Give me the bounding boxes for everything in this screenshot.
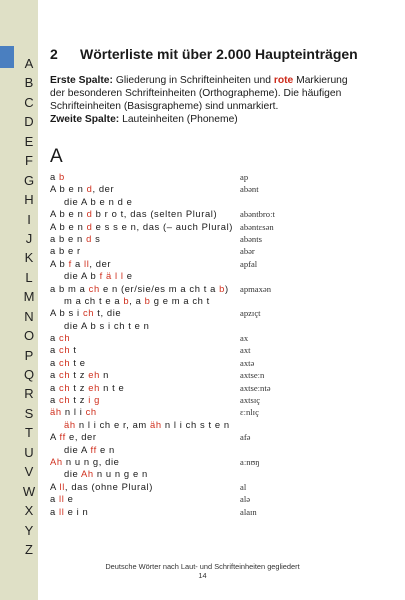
word-graphemes xyxy=(50,245,81,256)
word-graphemes xyxy=(50,394,100,405)
orthographeme: äh xyxy=(150,418,162,430)
basisgrapheme: die xyxy=(64,468,81,480)
second-column-label: Zweite Spalte: xyxy=(50,114,120,125)
basisgrapheme: , der xyxy=(92,183,115,195)
word-graphemes xyxy=(64,320,149,331)
basisgrapheme: die A b xyxy=(64,270,100,282)
alphabet-letter[interactable]: Q xyxy=(23,367,35,382)
word-graphemes xyxy=(64,196,132,207)
phoneme-transcription: axt xyxy=(240,345,251,356)
word-entry-row xyxy=(50,406,395,418)
footer-title: Deutsche Wörter nach Laut- und Schrifteinheiten gegliedert xyxy=(105,562,300,571)
orthographeme: ch xyxy=(59,344,71,356)
basisgrapheme: n l i xyxy=(61,406,86,418)
orthographeme: ch xyxy=(59,356,71,368)
word-graphemes xyxy=(50,456,119,467)
word-entry-row xyxy=(50,456,395,468)
phoneme-transcription: apzɪçt xyxy=(240,308,261,319)
page-number: 14 xyxy=(198,571,207,580)
orthographeme: ll xyxy=(59,480,65,492)
word-graphemes xyxy=(50,369,109,380)
phoneme-transcription: axtsɪç xyxy=(240,395,261,406)
intro-line-3: Schrifteinheiten (Basisgrapheme) sind unmarkiert. xyxy=(50,101,279,112)
word-entry-row xyxy=(50,431,395,443)
word-entry-row xyxy=(50,283,395,295)
alphabet-letter[interactable]: F xyxy=(25,153,33,169)
phoneme-transcription: axtseːn xyxy=(240,370,265,381)
word-form-row xyxy=(50,419,395,431)
word-entry-row xyxy=(50,394,395,406)
basisgrapheme: , a xyxy=(129,294,145,306)
basisgrapheme: A xyxy=(50,480,60,492)
word-entry-row xyxy=(50,208,395,220)
orthographeme: d xyxy=(86,232,92,244)
orthographeme: ch xyxy=(59,332,71,344)
word-entry-row xyxy=(50,245,395,257)
orthographeme: d xyxy=(86,208,93,220)
word-graphemes xyxy=(50,431,97,442)
orthographeme: d xyxy=(86,183,93,195)
word-list xyxy=(50,171,395,518)
word-form-row xyxy=(50,320,395,332)
alphabet-letter[interactable]: K xyxy=(24,250,34,266)
orthographeme: Ah xyxy=(50,455,63,467)
word-graphemes xyxy=(64,295,210,306)
orthographeme: eh xyxy=(88,381,100,393)
basisgrapheme: s xyxy=(91,232,101,244)
alphabet-letter[interactable]: W xyxy=(22,483,36,499)
orthographeme: f ä l l xyxy=(99,270,124,282)
orthographeme: ll xyxy=(59,505,65,517)
alphabet-index xyxy=(22,54,36,559)
phoneme-transcription: aːnʊŋ xyxy=(240,456,260,467)
basisgrapheme: n l i ch e r, am xyxy=(75,418,151,430)
word-form-row xyxy=(50,444,395,456)
orthographeme: ff xyxy=(59,431,66,443)
basisgrapheme: a xyxy=(50,394,60,406)
basisgrapheme: e xyxy=(64,493,74,505)
orthographeme: ff xyxy=(90,443,97,455)
phoneme-transcription: abəntbroːt xyxy=(240,209,275,220)
basisgrapheme: A xyxy=(50,431,60,443)
word-entry-row xyxy=(50,506,395,518)
word-entry-row xyxy=(50,307,395,319)
word-form-row xyxy=(50,196,395,208)
word-graphemes xyxy=(50,307,121,318)
page-footer xyxy=(50,562,355,580)
word-graphemes xyxy=(50,283,229,294)
basisgrapheme: e n xyxy=(96,443,115,455)
first-column-label: Erste Spalte: xyxy=(50,75,113,86)
basisgrapheme: die A b e n d e xyxy=(64,195,133,207)
intro-text-4: Lauteinheiten (Phoneme) xyxy=(119,114,238,125)
basisgrapheme: n l i ch s t e n xyxy=(161,418,230,430)
basisgrapheme: e s s e n, das (– auch Plural) xyxy=(92,220,233,232)
word-entry-row xyxy=(50,171,395,183)
basisgrapheme: a b e r xyxy=(50,245,81,257)
orthographeme: ch xyxy=(59,369,71,381)
basisgrapheme: t z xyxy=(70,394,89,406)
phoneme-transcription: afə xyxy=(240,432,251,443)
word-graphemes xyxy=(50,221,233,232)
word-graphemes xyxy=(50,382,124,393)
alphabet-letter[interactable]: C xyxy=(24,94,34,110)
word-entry-row xyxy=(50,344,395,356)
basisgrapheme: t xyxy=(70,344,77,356)
orthographeme: ch xyxy=(82,307,95,319)
word-graphemes xyxy=(50,258,111,269)
alphabet-letter[interactable]: I xyxy=(27,211,31,227)
alphabet-letter[interactable]: D xyxy=(24,114,34,130)
alphabet-letter[interactable]: O xyxy=(23,328,35,344)
basisgrapheme: die A xyxy=(64,443,91,455)
basisgrapheme: m a ch t e a xyxy=(64,294,124,306)
basisgrapheme: A b e n xyxy=(50,208,87,220)
basisgrapheme: a b e n xyxy=(50,232,87,244)
word-graphemes xyxy=(50,332,70,343)
basisgrapheme: e n (er/sie/es m a ch t a xyxy=(99,282,220,294)
basisgrapheme: A b s i xyxy=(50,307,83,319)
orthographeme: l xyxy=(86,257,90,269)
basisgrapheme: , der xyxy=(89,257,112,269)
basisgrapheme: a b m a xyxy=(50,282,89,294)
alphabet-letter[interactable]: B xyxy=(24,75,34,91)
basisgrapheme: b r o t, das (selten Plural) xyxy=(92,208,218,220)
orthographeme: ch xyxy=(59,381,71,393)
orthographeme: b xyxy=(144,294,151,306)
alphabet-letter[interactable]: X xyxy=(24,503,34,519)
word-form-row xyxy=(50,270,395,282)
basisgrapheme: a xyxy=(50,493,60,505)
phoneme-transcription: ɛːnlɪç xyxy=(240,407,259,418)
word-entry-row xyxy=(50,183,395,195)
orthographeme: ch xyxy=(59,394,71,406)
basisgrapheme: n t e xyxy=(99,381,125,393)
basisgrapheme: t z xyxy=(70,381,89,393)
alphabet-sidebar xyxy=(0,0,38,600)
alphabet-letter[interactable]: L xyxy=(25,269,33,285)
orthographeme: b xyxy=(123,294,130,306)
orthographeme: i g xyxy=(88,394,100,406)
basisgrapheme: a xyxy=(50,171,60,182)
basisgrapheme: e, der xyxy=(65,431,97,443)
basisgrapheme: n u n g, die xyxy=(62,455,120,467)
intro-line-4 xyxy=(50,113,380,126)
intro-text-2: Markierung xyxy=(293,75,348,86)
word-entry-row xyxy=(50,493,395,505)
phoneme-transcription: ap xyxy=(240,172,249,182)
word-graphemes xyxy=(64,419,230,430)
orthographeme: b xyxy=(219,282,225,294)
word-graphemes xyxy=(50,233,100,244)
basisgrapheme: a xyxy=(50,381,60,393)
word-graphemes xyxy=(50,183,114,194)
basisgrapheme: a xyxy=(50,344,60,356)
alphabet-letter[interactable]: E xyxy=(24,133,34,149)
section-letter: A xyxy=(50,146,63,167)
word-graphemes xyxy=(50,357,86,368)
phoneme-transcription: apfal xyxy=(240,258,258,269)
basisgrapheme: a xyxy=(71,257,85,269)
word-graphemes xyxy=(50,406,97,417)
word-form-row xyxy=(50,468,395,480)
intro-line-2: der besonderen Schrifteinheiten (Orthographeme). Die häufigen xyxy=(50,88,342,99)
alphabet-letter[interactable]: P xyxy=(24,347,34,363)
alphabet-letter[interactable]: R xyxy=(24,386,34,402)
alphabet-letter[interactable]: A xyxy=(24,56,34,71)
red-word: rote xyxy=(273,75,294,86)
heading-number: 2 xyxy=(50,46,58,62)
basisgrapheme: ) xyxy=(224,282,229,294)
basisgrapheme: t z xyxy=(70,369,89,381)
basisgrapheme: a xyxy=(50,332,60,344)
basisgrapheme: e xyxy=(123,270,133,282)
phoneme-transcription: abəntɛsən xyxy=(240,221,274,232)
alphabet-letter[interactable]: H xyxy=(24,192,34,208)
phoneme-transcription: apmaxən xyxy=(240,283,272,294)
phoneme-transcription: alə xyxy=(240,494,251,505)
basisgrapheme: A b xyxy=(50,257,69,269)
alphabet-letter[interactable]: M xyxy=(23,289,35,305)
orthographeme: äh xyxy=(64,418,76,430)
orthographeme: ll xyxy=(59,493,65,505)
alphabet-letter[interactable]: G xyxy=(23,172,35,188)
intro-line-1 xyxy=(50,74,380,87)
alphabet-letter[interactable]: U xyxy=(24,444,34,460)
phoneme-transcription: axtseːntə xyxy=(240,382,271,393)
orthographeme: ch xyxy=(85,406,97,418)
alphabet-letter[interactable]: Y xyxy=(24,522,34,538)
phoneme-transcription: al xyxy=(240,481,247,492)
word-graphemes xyxy=(50,493,73,504)
word-graphemes xyxy=(50,171,65,182)
word-graphemes xyxy=(64,444,115,455)
phoneme-transcription: abənt xyxy=(240,184,259,195)
intro-text xyxy=(50,74,380,126)
word-graphemes xyxy=(50,208,217,219)
phoneme-transcription: axtə xyxy=(240,357,255,368)
word-graphemes xyxy=(50,506,88,517)
phoneme-transcription: alaɪn xyxy=(240,506,257,517)
word-graphemes xyxy=(50,481,153,492)
basisgrapheme: , das (ohne Plural) xyxy=(64,480,153,492)
word-graphemes xyxy=(50,344,77,355)
word-entry-row xyxy=(50,258,395,270)
orthographeme: l xyxy=(84,257,87,269)
alphabet-letter[interactable]: V xyxy=(24,464,34,480)
basisgrapheme: e i n xyxy=(64,505,89,517)
word-entry-row xyxy=(50,481,395,493)
word-graphemes xyxy=(64,270,133,281)
basisgrapheme: a xyxy=(50,505,60,517)
basisgrapheme: n u n g e n xyxy=(93,468,148,480)
word-entry-row xyxy=(50,233,395,245)
orthographeme: ch xyxy=(88,282,100,294)
phoneme-transcription: ax xyxy=(240,333,249,344)
alphabet-letter[interactable]: J xyxy=(25,230,33,246)
basisgrapheme: a xyxy=(50,369,60,381)
phoneme-transcription: abər xyxy=(240,246,255,257)
basisgrapheme: t, die xyxy=(94,307,122,319)
basisgrapheme: g e m a ch t xyxy=(150,294,210,306)
basisgrapheme: a xyxy=(50,356,60,368)
word-entry-row xyxy=(50,332,395,344)
orthographeme: b xyxy=(59,171,65,182)
alphabet-letter[interactable]: S xyxy=(24,405,34,421)
section-heading xyxy=(50,46,358,62)
word-entry-row xyxy=(50,221,395,233)
basisgrapheme: A b e n xyxy=(50,183,87,195)
word-graphemes xyxy=(64,468,148,479)
alphabet-letter[interactable]: N xyxy=(24,308,34,324)
heading-title: Wörterliste mit über 2.000 Haupteinträgen xyxy=(80,46,358,62)
orthographeme: f xyxy=(68,257,72,269)
basisgrapheme: n xyxy=(99,369,109,381)
orthographeme: Ah xyxy=(81,468,94,480)
orthographeme: äh xyxy=(50,406,62,418)
word-entry-row xyxy=(50,369,395,381)
alphabet-letter[interactable]: T xyxy=(25,425,33,441)
basisgrapheme: die A b s i ch t e n xyxy=(64,319,150,331)
orthographeme: d xyxy=(86,220,93,232)
word-entry-row xyxy=(50,357,395,369)
intro-text-1: Gliederung in Schrifteinheiten und xyxy=(112,75,274,86)
orthographeme: eh xyxy=(88,369,100,381)
word-entry-row xyxy=(50,382,395,394)
phoneme-transcription: abənts xyxy=(240,233,262,244)
basisgrapheme: t e xyxy=(70,356,86,368)
alphabet-letter[interactable]: Z xyxy=(25,541,33,557)
active-letter-marker xyxy=(0,46,14,68)
word-form-row xyxy=(50,295,395,307)
basisgrapheme: A b e n xyxy=(50,220,87,232)
